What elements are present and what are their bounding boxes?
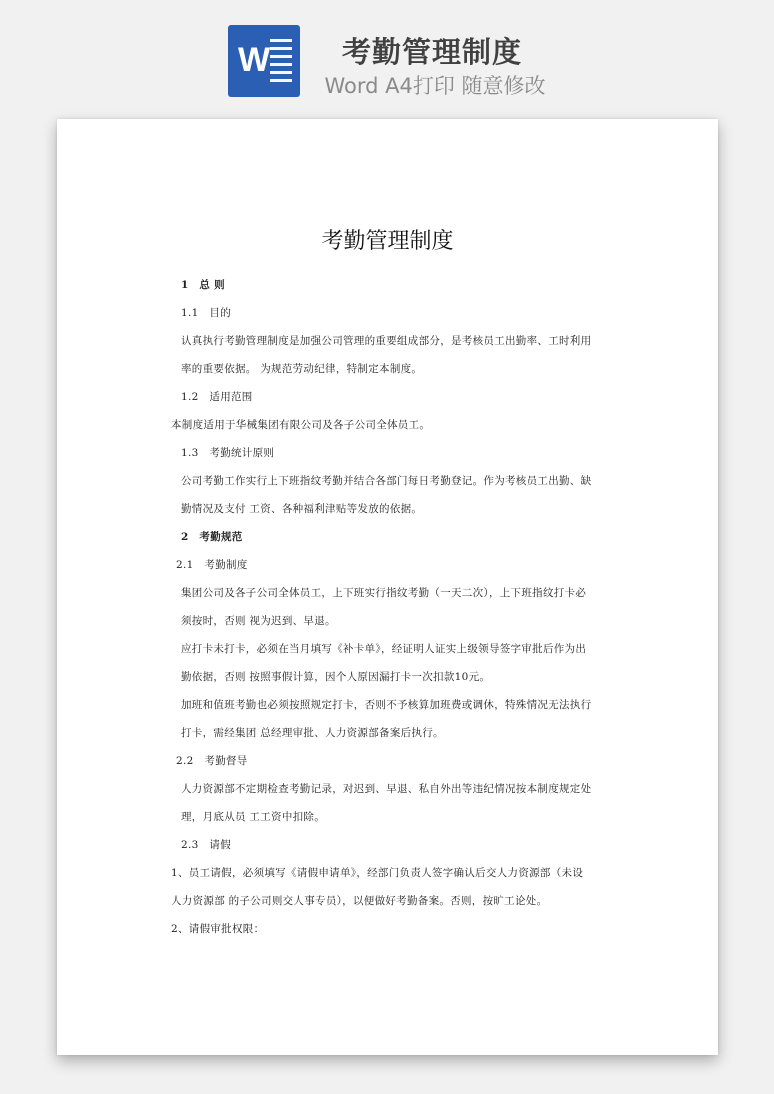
paragraph-line: 本制度适用于华械集团有限公司及各子公司全体员工。 [171,419,431,431]
banner-subtitle: Word A4打印 随意修改 [324,74,546,98]
paragraph-line: 应打卡未打卡，必须在当月填写《补卡单》，经证明人证实上级领导签字审批后作为出 [181,643,587,655]
paragraph-line: 打卡，需经集团 总经理审批、人力资源部备案后执行。 [181,727,444,739]
paragraph-line: 勤情况及支付 工资、各种福利津贴等发放的依据。 [181,503,423,515]
word-logo-letter: W [238,41,271,79]
paragraph-line: 加班和值班考勤也必须按照规定打卡，否则不予核算加班费或调休，特殊情况无法执行 [181,699,592,711]
word-icon [228,25,300,97]
paragraph-line: 1、员工请假，必须填写《请假申请单》，经部门负责人签字确认后交人力资源部（未设 [171,867,584,879]
paragraph-line: 理，月底从员 工工资中扣除。 [181,811,326,823]
word-logo-lines [270,39,292,87]
section-heading: 1 总 则 [181,279,225,291]
subsection-heading: 1.1 目的 [181,307,231,319]
subsection-heading: 2.2 考勤督导 [176,755,248,767]
paragraph-line: 人力资源部 的子公司则交人事专员），以便做好考勤备案。否则，按旷工论处。 [171,895,548,907]
subsection-heading: 2.1 考勤制度 [176,559,248,571]
paragraph-line: 2、请假审批权限： [171,923,265,935]
paragraph-line: 集团公司及各子公司全体员工，上下班实行指纹考勤（一天二次），上下班指纹打卡必 [181,587,587,599]
banner-title: 考勤管理制度 [341,35,522,69]
header-banner [0,0,774,118]
subsection-heading: 1.2 适用范围 [181,391,253,403]
document-title: 考勤管理制度 [321,229,454,254]
paragraph-line: 须按时，否则 视为迟到、早退。 [181,615,336,627]
subsection-heading: 1.3 考勤统计原则 [181,447,275,459]
paragraph-line: 勤依据，否则 按照事假计算，因个人原因漏打卡一次扣款10元。 [181,671,491,683]
subsection-heading: 2.3 请假 [181,839,231,851]
paragraph-line: 认真执行考勤管理制度是加强公司管理的重要组成部分，是考核员工出勤率、工时利用 [181,335,592,347]
section-heading: 2 考勤规范 [181,531,243,543]
paragraph-line: 率的重要依据。 为规范劳动纪律，特制定本制度。 [181,363,423,375]
paragraph-line: 人力资源部不定期检查考勤记录，对迟到、早退、私自外出等违纪情况按本制度规定处 [181,783,592,795]
paragraph-line: 公司考勤工作实行上下班指纹考勤并结合各部门每日考勤登记。作为考核员工出勤、缺 [181,475,592,487]
document-page [57,119,718,1055]
